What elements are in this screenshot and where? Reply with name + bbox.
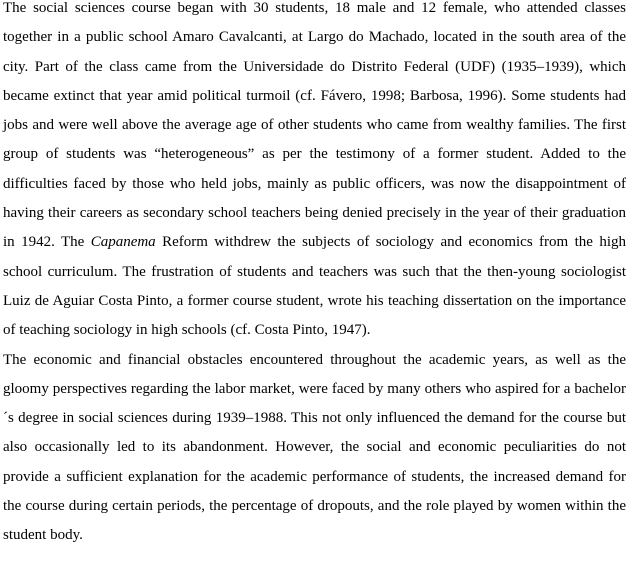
paragraph-1 [3, 0, 626, 346]
paragraph-1-text-a: The social sciences course began with 30 students, 18 male and 12 female, who attended classes together in a public school Amaro Cavalcanti, at Largo do Machado, located in the south area of the city. Part of the class came from the Universidade do Distrito Federal (UDF) (1935–1939), which became extinct that year amid political turmoil (cf. Fávero, 1998; Barbosa, 1996). Some students had jobs and were well above the average age of other students who came from wealthy families. The first group of students was “heterogeneous” as per the testimony of a former student. Added to the difficulties faced by those who held jobs, mainly as public officers, was now the disappointment of having their careers as secondary school teachers being denied precisely in the year of their graduation in 1942. The [3, 0, 626, 251]
paragraph-1-italic-term: Capanema [90, 234, 156, 251]
paragraph-2-text: The economic and financial obstacles encountered throughout the academic years, as well as the gloomy perspectives regarding the labor market, were faced by many others who aspired for a bachelor´s degree in social sciences during 1939–1988. This not only influenced the demand for the course but also occasionally led to its abandonment. However, the social and economic peculiarities do not provide a sufficient explanation for the academic performance of students, the increased demand for the course during certain periods, the percentage of dropouts, and the role played by women within the student body. [3, 351, 626, 544]
paragraph-1-text-b: Reform withdrew the subjects of sociology and economics from the high school curriculum. The frustration of students and teachers was such that the then-young sociologist Luiz de Aguiar Costa Pinto, a former course student, wrote his teaching dissertation on the importance of teaching sociology in high schools (cf. Costa Pinto, 1947). [3, 234, 627, 339]
paragraph-2 [3, 346, 626, 551]
